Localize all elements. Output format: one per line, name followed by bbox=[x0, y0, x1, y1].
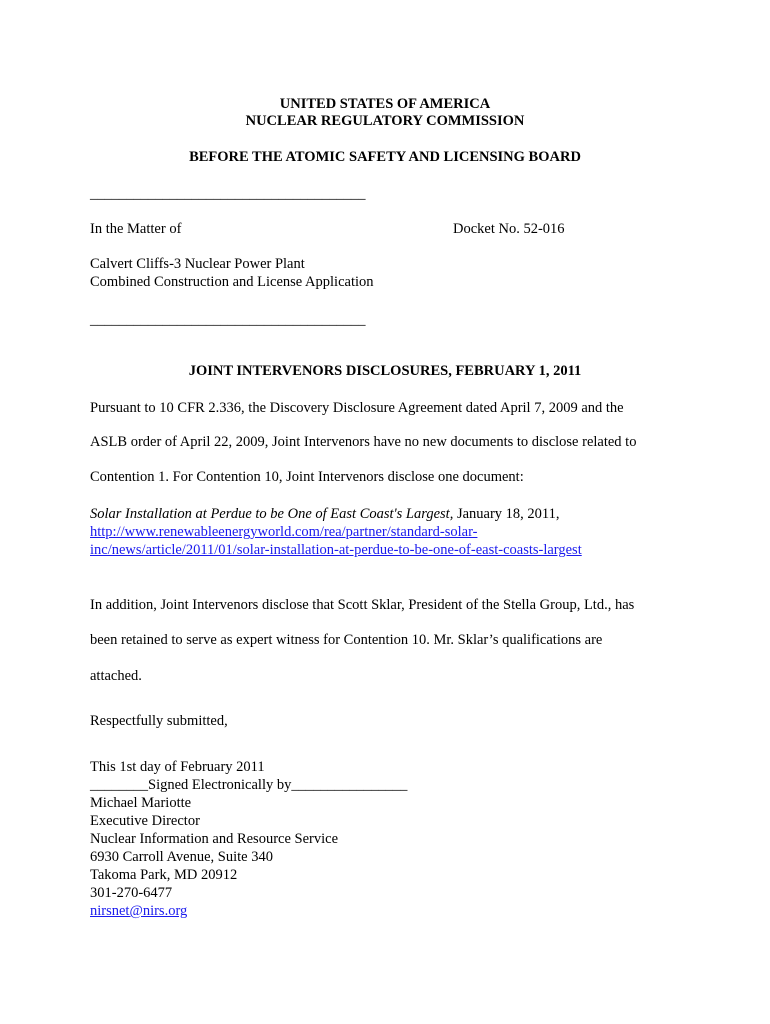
caption-rule-bottom: ______________________________________ bbox=[90, 312, 366, 328]
citation-url-link-2[interactable]: inc/news/article/2011/01/solar-installation-at-perdue-to-be-one-of-east-coasts-largest bbox=[90, 542, 582, 558]
header-board: BEFORE THE ATOMIC SAFETY AND LICENSING BOARD bbox=[189, 149, 581, 165]
para1-line-2: ASLB order of April 22, 2009, Joint Intervenors have no new documents to disclose related to bbox=[90, 434, 637, 450]
matter-label: In the Matter of bbox=[90, 221, 182, 237]
signer-title: Executive Director bbox=[90, 813, 200, 829]
caption-rule-top: ______________________________________ bbox=[90, 186, 366, 202]
citation-url-link-1[interactable]: http://www.renewableenergyworld.com/rea/partner/standard-solar- bbox=[90, 524, 478, 540]
para1-line-1: Pursuant to 10 CFR 2.336, the Discovery Disclosure Agreement dated April 7, 2009 and the bbox=[90, 400, 624, 416]
para2-line-3: attached. bbox=[90, 668, 142, 684]
address-line-2: Takoma Park, MD 20912 bbox=[90, 867, 238, 883]
citation-url-line-2[interactable] bbox=[90, 541, 582, 559]
address-line-1: 6930 Carroll Avenue, Suite 340 bbox=[90, 849, 273, 865]
citation-line bbox=[90, 505, 560, 523]
header-agency: NUCLEAR REGULATORY COMMISSION bbox=[245, 113, 525, 129]
citation-url-line-1[interactable] bbox=[90, 523, 477, 541]
para1-line-3: Contention 1. For Contention 10, Joint Intervenors disclose one document: bbox=[90, 469, 524, 485]
para2-line-1: In addition, Joint Intervenors disclose that Scott Sklar, President of the Stella Group, Ltd., has bbox=[90, 597, 635, 613]
email-link[interactable]: nirsnet@nirs.org bbox=[90, 903, 188, 919]
header-country: UNITED STATES OF AMERICA bbox=[279, 96, 491, 112]
signature-line: ________Signed Electronically by________________ bbox=[90, 777, 408, 793]
phone-number: 301-270-6477 bbox=[90, 885, 173, 901]
citation-title: Solar Installation at Perdue to be One of East Coast's Largest, bbox=[90, 506, 454, 522]
signer-organization: Nuclear Information and Resource Service bbox=[90, 831, 339, 847]
document-title: JOINT INTERVENORS DISCLOSURES, FEBRUARY 1, 2011 bbox=[188, 363, 582, 379]
application-name: Combined Construction and License Application bbox=[90, 274, 374, 290]
docket-number: Docket No. 52-016 bbox=[453, 221, 565, 237]
email-line[interactable] bbox=[90, 902, 187, 920]
signature-date: This 1st day of February 2011 bbox=[90, 759, 265, 775]
closing: Respectfully submitted, bbox=[90, 713, 228, 729]
citation-date: January 18, 2011, bbox=[453, 506, 560, 522]
plant-name: Calvert Cliffs-3 Nuclear Power Plant bbox=[90, 256, 305, 272]
para2-line-2: been retained to serve as expert witness for Contention 10. Mr. Sklar’s qualifications are bbox=[90, 632, 603, 648]
signer-name: Michael Mariotte bbox=[90, 795, 192, 811]
